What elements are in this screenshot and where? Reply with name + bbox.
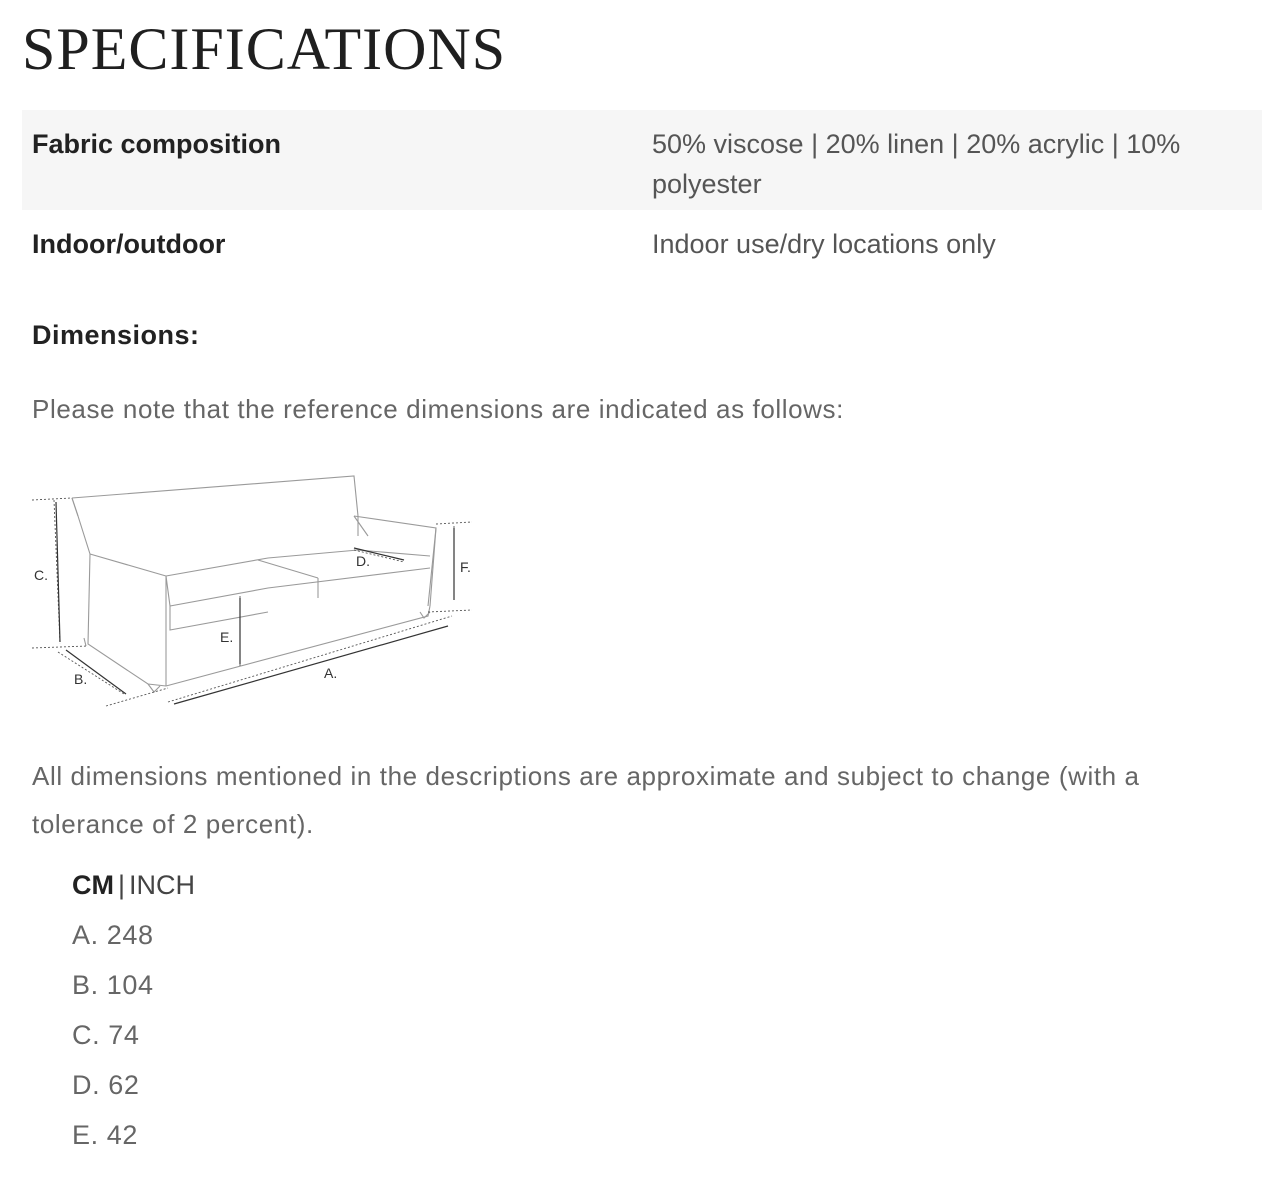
- spec-label: Indoor/outdoor: [32, 229, 226, 259]
- diagram-label-f: F.: [460, 559, 471, 575]
- dimension-item: B. 104: [72, 970, 154, 1000]
- dimension-list: [72, 912, 154, 1162]
- spec-row-fabric: [22, 110, 1262, 210]
- approximate-dimensions-note: All dimensions mentioned in the descriptions are approximate and subject to change (with a tolerance of 2 percent).: [32, 761, 1140, 839]
- dimensions-heading: Dimensions:: [32, 320, 200, 350]
- spec-value: Indoor use/dry locations only: [652, 229, 996, 259]
- diagram-label-c: C.: [34, 567, 48, 583]
- dimension-item: A. 248: [72, 920, 154, 950]
- unit-cm-toggle[interactable]: CM: [72, 870, 114, 900]
- diagram-label-e: E.: [220, 629, 234, 645]
- sofa-dimension-diagram: [28, 466, 478, 716]
- diagram-label-a: A.: [324, 665, 338, 681]
- dimension-item: D. 62: [72, 1070, 140, 1100]
- page-title: SPECIFICATIONS: [22, 16, 507, 82]
- dimension-item: C. 74: [72, 1020, 140, 1050]
- unit-toggle: [72, 870, 195, 901]
- spec-table: [22, 110, 1262, 274]
- unit-separator: |: [118, 870, 126, 900]
- spec-label: Fabric composition: [32, 129, 282, 159]
- diagram-label-d: D.: [356, 553, 370, 569]
- unit-inch-toggle[interactable]: INCH: [129, 870, 196, 900]
- dimensions-note: Please note that the reference dimensions are indicated as follows:: [32, 394, 844, 424]
- diagram-label-b: B.: [74, 671, 88, 687]
- dimension-item: E. 42: [72, 1120, 139, 1150]
- spec-value: 50% viscose | 20% linen | 20% acrylic | 10% polyester: [652, 129, 1181, 199]
- spec-row-indoor-outdoor: [22, 210, 1262, 274]
